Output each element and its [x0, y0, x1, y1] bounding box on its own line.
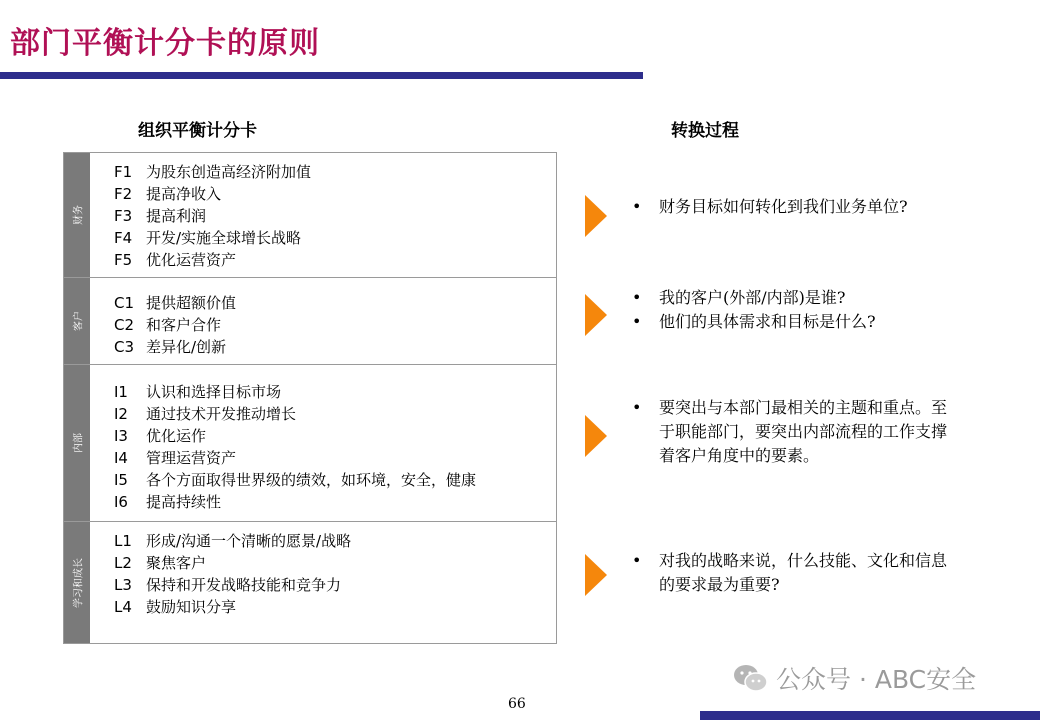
left-column-heading: 组织平衡计分卡: [138, 121, 257, 141]
list-item: I1 认识和选择目标市场: [114, 383, 282, 401]
item-list: [114, 161, 311, 271]
item-list: [114, 292, 236, 358]
section-customer: [64, 278, 556, 365]
page-number: 66: [508, 696, 526, 712]
section-label-customer: 客户: [64, 278, 90, 364]
bullet-item: • 他们的具体需求和目标是什么?: [632, 310, 972, 334]
bullet-item: • 我的客户(外部/内部)是谁?: [632, 286, 972, 310]
bullet-item: • 要突出与本部门最相关的主题和重点。至于职能部门，要突出内部流程的工作支撑着客户角度中的要素。: [632, 396, 962, 468]
arrow-right-icon: [585, 195, 607, 237]
list-item: L4 鼓励知识分享: [114, 598, 237, 617]
list-item: F3 提高利润: [114, 207, 207, 226]
bullet-item: • 财务目标如何转化到我们业务单位?: [632, 195, 972, 219]
list-item: I6 提高持续性: [114, 493, 222, 512]
footer-bar: [700, 711, 1040, 720]
section-learning: [64, 522, 556, 643]
right-column-heading: 转换过程: [671, 121, 739, 141]
list-item: C2 和客户合作: [114, 316, 222, 335]
list-item: I5 各个方面取得世界级的绩效，如环境，安全，健康: [114, 471, 477, 490]
list-item: F5 优化运营资产: [114, 251, 237, 270]
watermark: [732, 660, 976, 696]
page-title: 部门平衡计分卡的原则: [10, 26, 320, 61]
section-internal: [64, 365, 556, 522]
list-item: I4 管理运营资产: [114, 449, 237, 468]
list-item: L1 形成/沟通一个清晰的愿景/战略: [114, 532, 352, 550]
item-list: [114, 381, 476, 514]
list-item: L3 保持和开发战略技能和竞争力: [114, 576, 342, 595]
bullet-group-internal: [632, 396, 962, 468]
section-finance: [64, 153, 556, 278]
wechat-icon: [732, 663, 768, 693]
arrow-right-icon: [585, 554, 607, 596]
watermark-text: 公众号 · ABC安全: [776, 665, 977, 694]
list-item: C1 提供超额价值: [114, 294, 237, 312]
title-underline: [0, 72, 643, 79]
list-item: I2 通过技术开发推动增长: [114, 405, 297, 424]
list-item: F1 为股东创造高经济附加值: [114, 163, 312, 181]
bullet-group-learning: [632, 549, 952, 597]
list-item: L2 聚焦客户: [114, 554, 207, 573]
bullet-group-finance: [632, 195, 972, 219]
list-item: F2 提高净收入: [114, 185, 222, 204]
item-list: [114, 530, 351, 618]
bullet-group-customer: [632, 286, 972, 334]
list-item: C3 差异化/创新: [114, 338, 227, 357]
arrow-right-icon: [585, 294, 607, 336]
section-label-internal: 内部: [64, 365, 90, 521]
list-item: F4 开发/实施全球增长战略: [114, 229, 302, 248]
section-label-finance: 财务: [64, 153, 90, 277]
section-label-learning: 学习和成长: [64, 522, 90, 643]
list-item: I3 优化运作: [114, 427, 207, 446]
scorecard-table: [63, 152, 557, 644]
bullet-item: • 对我的战略来说，什么技能、文化和信息的要求最为重要?: [632, 549, 952, 597]
arrow-right-icon: [585, 415, 607, 457]
